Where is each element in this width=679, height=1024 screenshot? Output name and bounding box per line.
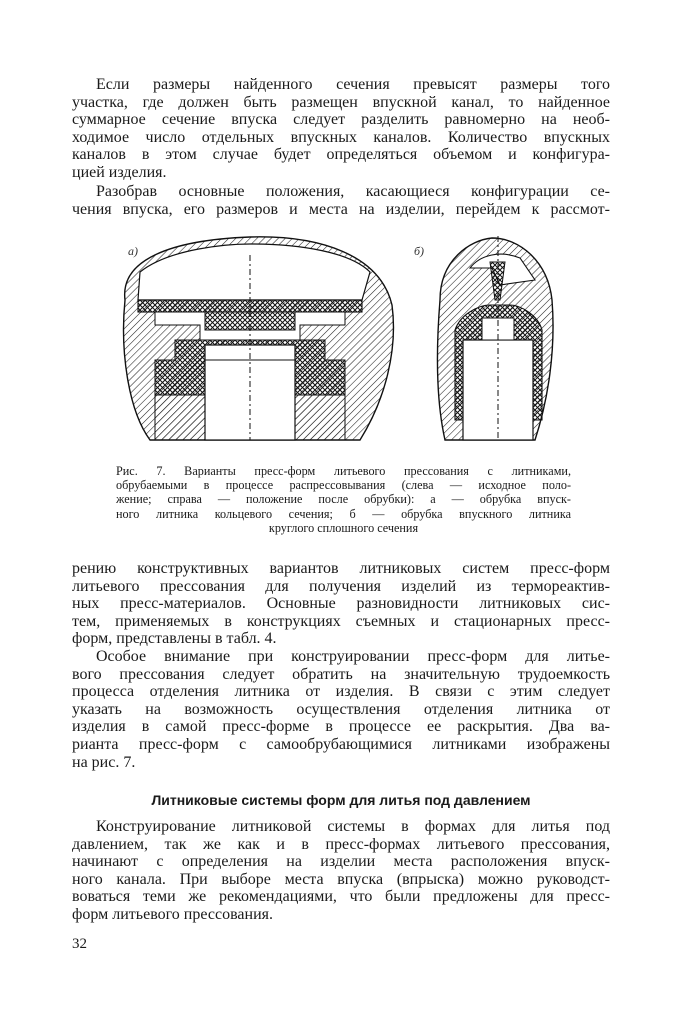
paragraph-4: Особое внимание при конструировании пресс-форм для литье- вого прессования следует обратить на значительную трудоемкость процесса отделения литника от изделия. В связи с этим следует указать на возможность осуществления отделения литника от изделия в самой пресс-форме в процессе ее раскрытия. Два ва- рианта пресс-форм с самообрубающимися литниками изображены на рис. 7. — [72, 648, 610, 771]
figure-label-a: а) — [128, 244, 138, 258]
page-number: 32 — [72, 936, 87, 952]
section-heading: Литниковые системы форм для литья под давлением — [151, 792, 531, 808]
paragraph-3: рению конструктивных вариантов литниковых систем пресс-форм литьевого прессования для получения изделий из термореактив- ных пресс-материалов. Основные разновидности литниковых сис- тем, применяемых в конструкциях съемных и стационарных пресс- форм, представлены в табл. 4. — [72, 560, 610, 648]
figure-7-drawing — [0, 0, 679, 470]
paragraph-1: Если размеры найденного сечения превысят размеры того участка, где должен быть размещен впускной канал, то найденное суммарное сечение впуска следует разделить равномерно на необ- ходимое число отдельных впускных каналов. Количество впускных каналов в этом случае будет определяться объемом и конфигура- цией изделия. — [72, 76, 610, 181]
drawing-a — [124, 237, 394, 440]
paragraph-2: Разобрав основные положения, касающиеся конфигурации се- чения впуска, его размеров и места на изделии, перейдем к рассмот- — [72, 183, 610, 218]
figure-caption: Рис. 7. Варианты пресс-форм литьевого прессования с литниками, обрубаемыми в процессе распрессовывания (слева — исходное поло- жение; справа — положение после обрубки): а — обрубка впуск- ного литника кольцевого сечения; б — обрубка впускного литника круглого сплошного сечения — [116, 464, 571, 535]
paragraph-5: Конструирование литниковой системы в формах для литья под давлением, так же как и в пресс-формах литьевого прессования, начинают с определения на изделии места расположения впуск- ного канала. При выборе места впуска (впрыска) можно руководст- воваться теми же рекомендациями, что были предложены для пресс- форм литьевого прессования. — [72, 818, 610, 923]
drawing-b — [437, 236, 553, 440]
figure-label-b: б) — [414, 244, 425, 258]
